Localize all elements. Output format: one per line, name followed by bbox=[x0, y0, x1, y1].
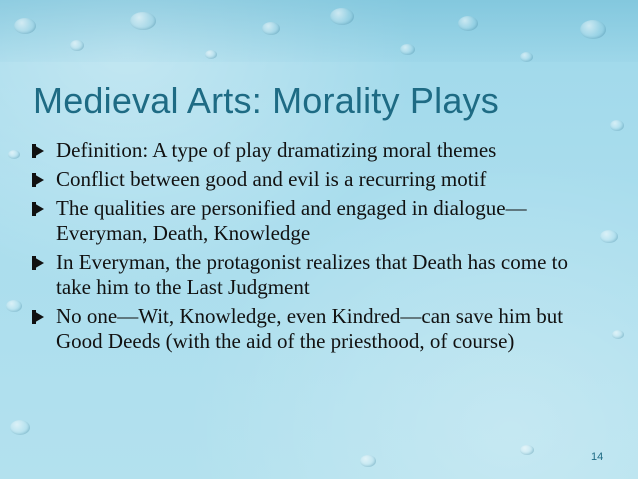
water-drop-decoration bbox=[14, 18, 36, 34]
arrow-bullet-icon bbox=[32, 310, 44, 324]
water-drop-decoration bbox=[600, 230, 618, 243]
water-drop-decoration bbox=[400, 44, 415, 55]
bullet-item bbox=[30, 304, 600, 354]
bullet-text: Conflict between good and evil is a recurring motif bbox=[56, 167, 487, 191]
water-drop-decoration bbox=[610, 120, 624, 131]
water-drop-decoration bbox=[8, 150, 20, 159]
water-drop-decoration bbox=[520, 52, 533, 62]
arrow-bullet-icon bbox=[32, 173, 44, 187]
water-drop-decoration bbox=[10, 420, 30, 435]
bullet-item bbox=[30, 138, 600, 163]
arrow-bullet-icon bbox=[32, 202, 44, 216]
water-drop-decoration bbox=[262, 22, 280, 35]
water-drop-decoration bbox=[612, 330, 624, 339]
arrow-bullet-icon bbox=[32, 256, 44, 270]
bullet-text: In Everyman, the protagonist realizes that Death has come to take him to the Last Judgment bbox=[56, 250, 568, 299]
water-drop-decoration bbox=[70, 40, 84, 51]
slide-number: 14 bbox=[591, 451, 604, 463]
bullet-item bbox=[30, 250, 600, 300]
water-drop-decoration bbox=[360, 455, 376, 467]
water-drop-decoration bbox=[520, 445, 534, 455]
water-drop-decoration bbox=[580, 20, 606, 39]
bullet-item bbox=[30, 196, 600, 246]
water-drop-decoration bbox=[458, 16, 478, 31]
bullet-text: The qualities are personified and engaged in dialogue—Everyman, Death, Knowledge bbox=[56, 196, 527, 245]
water-drop-decoration bbox=[130, 12, 156, 30]
arrow-bullet-icon bbox=[32, 144, 44, 158]
water-drop-decoration bbox=[6, 300, 22, 312]
slide-title: Medieval Arts: Morality Plays bbox=[33, 80, 499, 121]
water-drop-decoration bbox=[205, 50, 217, 59]
bullet-text: No one—Wit, Knowledge, even Kindred—can save him but Good Deeds (with the aid of the priesthood, of course) bbox=[56, 304, 564, 353]
bullet-item bbox=[30, 167, 600, 192]
bullet-text: Definition: A type of play dramatizing moral themes bbox=[56, 138, 497, 162]
bullet-list bbox=[30, 138, 600, 358]
water-drop-decoration bbox=[330, 8, 354, 25]
